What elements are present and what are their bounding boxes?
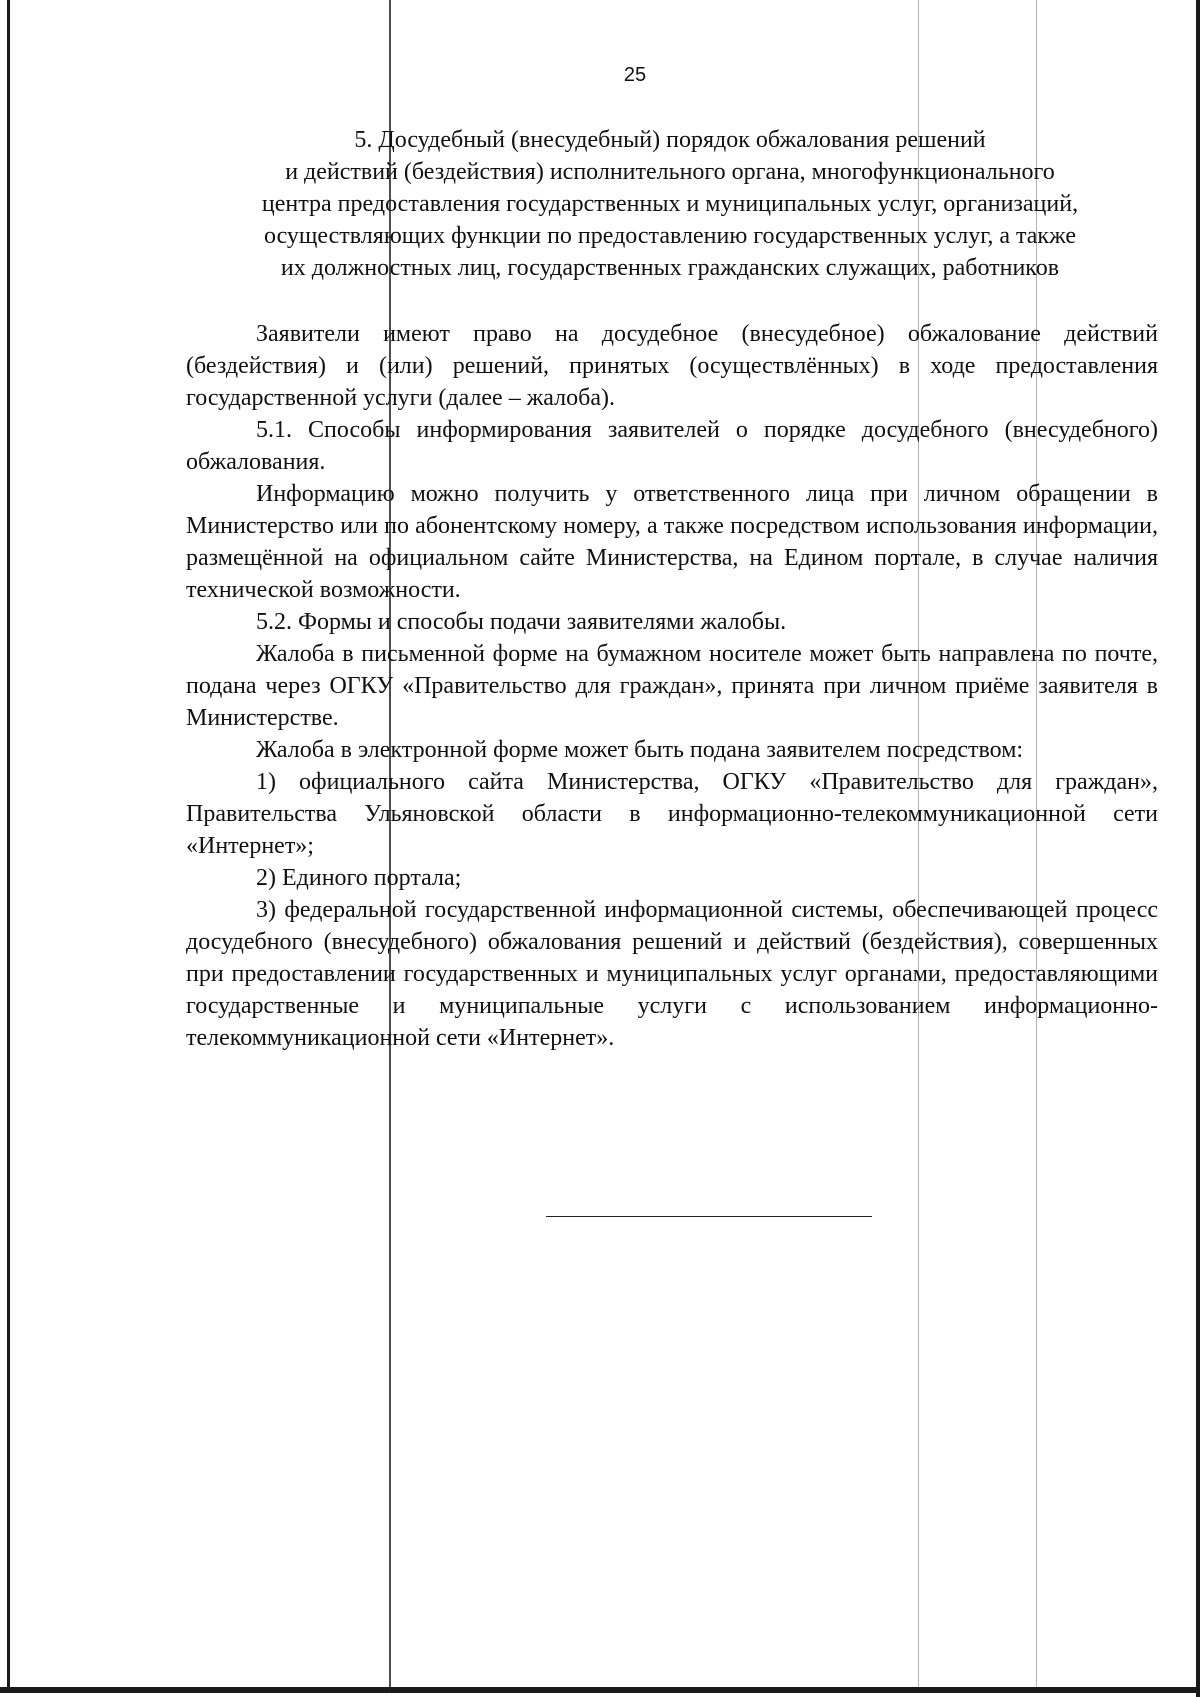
page-number-container — [0, 64, 1200, 87]
section-title-line: 5. Досудебный (внесудебный) порядок обжалования решений — [354, 127, 986, 153]
list-item-2: 2) Единого портала; — [256, 865, 462, 891]
list-item-1: 1) официального сайта Министерства, ОГКУ «Правительство для граждан», Правительства Ульяновской области в информационно-телекоммуникационной сети «Интернет»; — [186, 769, 1158, 859]
section-title-line: центра предоставления государственных и муниципальных услуг, организаций, — [261, 191, 1079, 217]
end-of-text-rule — [546, 1216, 872, 1217]
section-title — [180, 124, 1160, 284]
paragraph-information: Информацию можно получить у ответственного лица при личном обращении в Министерство или по абонентскому номеру, а также посредством использования информации, размещённой на официальном сайте Министерства, на Едином портале, в случае наличия технической возможности. — [186, 481, 1158, 603]
paragraph-electronic-complaint: Жалоба в электронной форме может быть подана заявителем посредством: — [256, 737, 1024, 763]
paragraph-5-1: 5.1. Способы информирования заявителей о порядке досудебного (внесудебного) обжалования. — [186, 417, 1158, 475]
section-title-line: осуществляющих функции по предоставлению государственных услуг, а также — [263, 223, 1076, 249]
list-item-3: 3) федеральной государственной информационной системы, обеспечивающей процесс досудебного (внесудебного) обжалования решений и действий (бездействия), совершенных при предоставлении государственных и муниципальных услуг органами, предоставляющими государственные и муниципальные услуги с использованием информационно-телекоммуникационной сети «Интернет». — [186, 897, 1158, 1051]
scan-border-right — [1196, 0, 1200, 1697]
section-title-line: их должностных лиц, государственных гражданских служащих, работников — [280, 255, 1060, 281]
page-number: 25 — [623, 64, 647, 86]
paragraph-written-complaint: Жалоба в письменной форме на бумажном носителе может быть направлена по почте, подана через ОГКУ «Правительство для граждан», принята при личном приёме заявителя в Министерстве. — [186, 641, 1158, 731]
body-text — [186, 318, 1158, 1054]
section-title-line: и действий (бездействия) исполнительного органа, многофункционального — [285, 159, 1055, 185]
paragraph-appeal-right: Заявители имеют право на досудебное (внесудебное) обжалование действий (бездействия) и (или) решений, принятых (осуществлённых) в ходе предоставления государственной услуги (далее – жалоба). — [186, 321, 1158, 411]
scan-border-left — [7, 0, 10, 1690]
paragraph-5-2: 5.2. Формы и способы подачи заявителями жалобы. — [256, 609, 787, 635]
scan-border-bottom — [0, 1687, 1200, 1693]
